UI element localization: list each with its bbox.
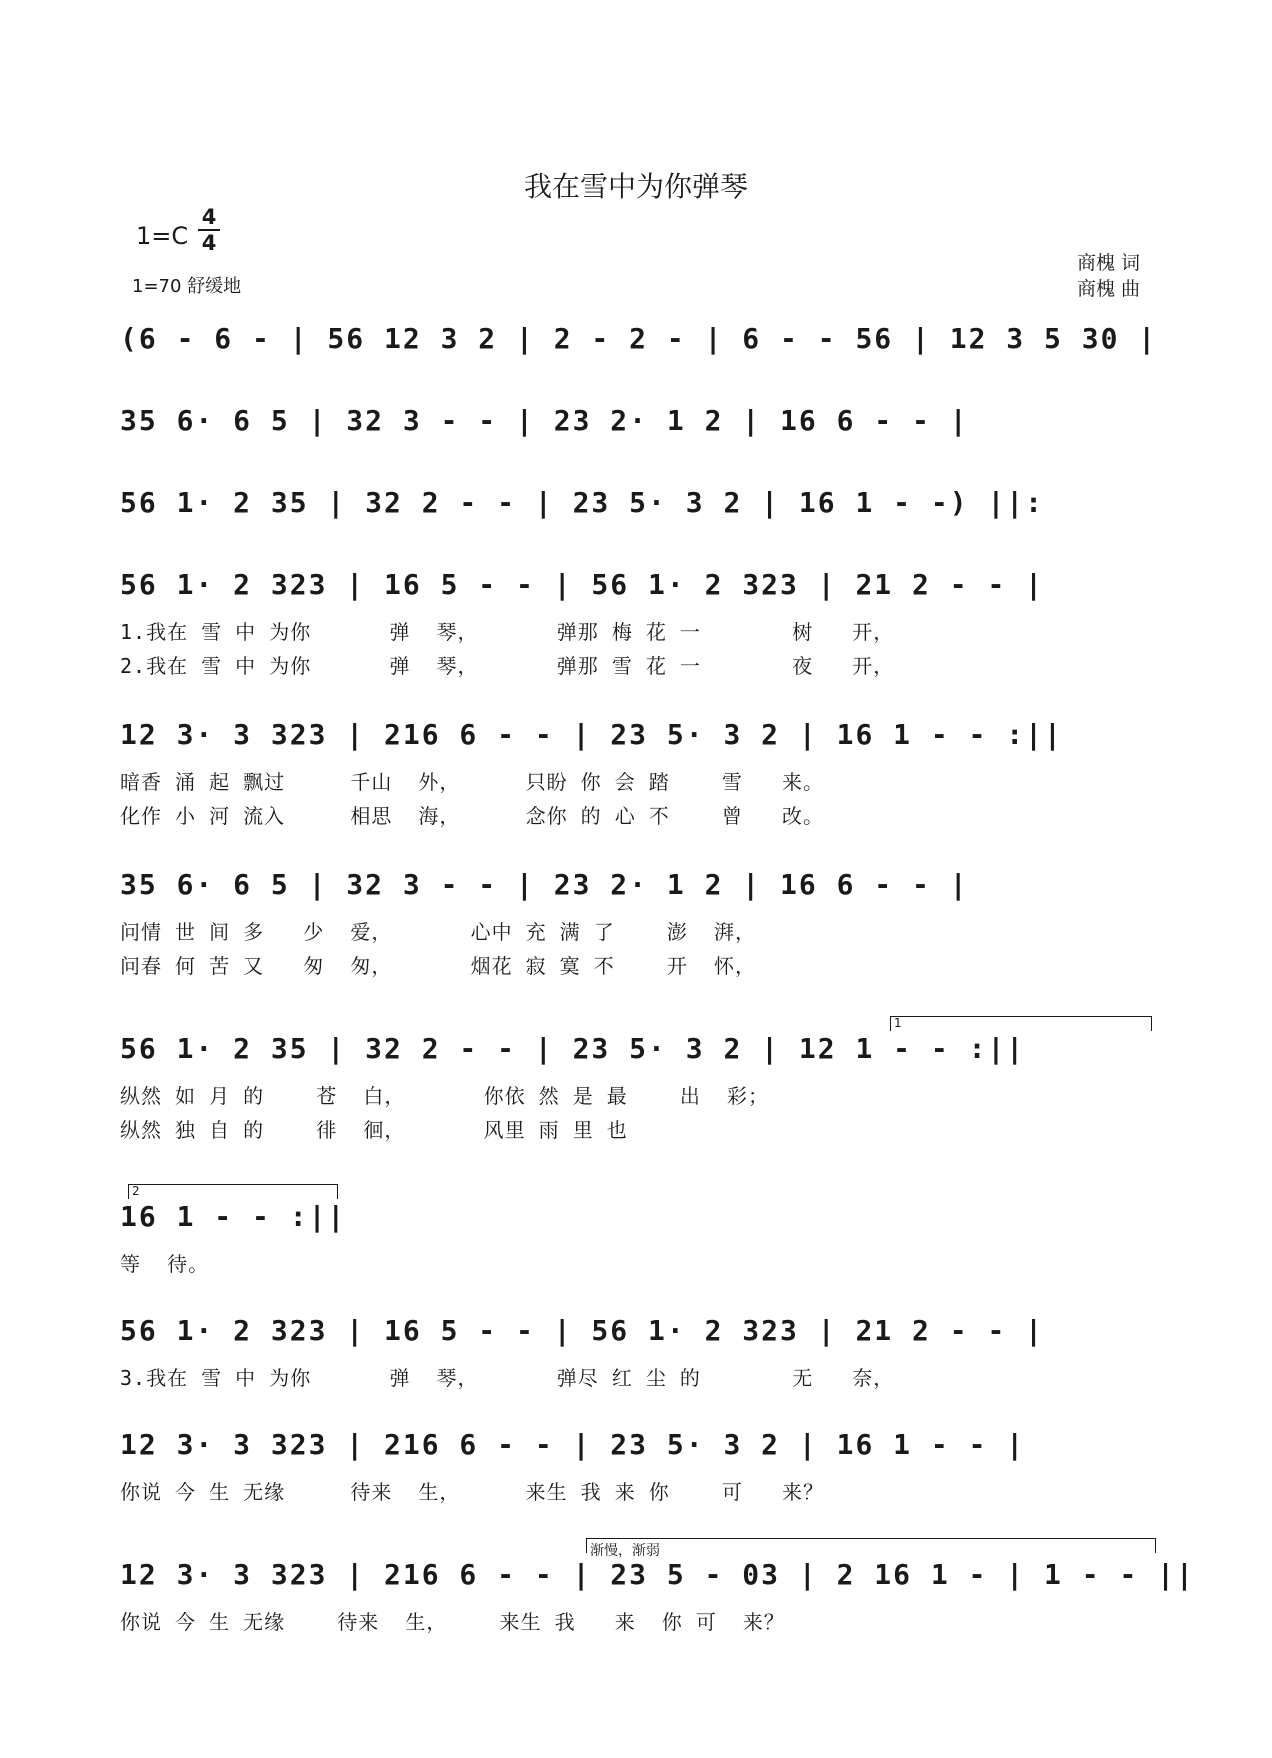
lyrics-verse-3: 3.我在 雪 中 为你 弹 琴， 弹尽 红 尘 的 无 奈， (120, 1366, 895, 1390)
lyrics-verse-1: 纵然 如 月 的 苍 白， 你依 然 是 最 出 彩； (120, 1084, 769, 1108)
lyrics-verse-1: 暗香 涌 起 飘过 千山 外， 只盼 你 会 踏 雪 来。 (120, 770, 825, 794)
time-signature (198, 206, 220, 254)
dynamics-marking: 渐慢，渐弱 (590, 1543, 660, 1559)
lyrics-verse-1: 问情 世 间 多 少 爱， 心中 充 满 了 澎 湃， (120, 920, 756, 944)
page-title: 我在雪中为你弹琴 (523, 170, 748, 203)
time-signature-bottom: 4 (201, 231, 217, 255)
key-signature: 1=C (136, 222, 189, 250)
time-signature-top: 4 (201, 205, 217, 229)
volta-number: 1 (894, 1016, 902, 1030)
lyricist-credit: 商槐 词 (1076, 252, 1140, 274)
system-notes: 35 6· 6 5 | 32 3 - - | 23 2· 1 2 | 16 6 - - | (120, 404, 969, 437)
score-system-4 (120, 568, 1160, 728)
lyrics-verse-2: 问春 何 苦 又 匆 匆， 烟花 寂 寞 不 开 怀， (120, 954, 756, 978)
system-notes: 56 1· 2 323 | 16 5 - - | 56 1· 2 323 | 21 2 - - | (120, 1314, 1045, 1347)
system-notes: 12 3· 3 323 | 216 6 - - | 23 5 - 03 | 2 16 1 - | 1 - - || (120, 1558, 1195, 1591)
volta-number: 2 (132, 1184, 140, 1198)
lyrics-verse-2: 2.我在 雪 中 为你 弹 琴， 弹那 雪 花 一 夜 开， (120, 654, 895, 678)
volta-bracket-2 (128, 1184, 338, 1199)
system-notes: 56 1· 2 35 | 32 2 - - | 23 5· 3 2 | 12 1 - - :|| (120, 1032, 1026, 1065)
tempo-marking: 1=70 舒缓地 (132, 276, 242, 297)
score-system-6 (120, 868, 1160, 1028)
lyrics-line: 等 待。 (120, 1252, 210, 1276)
lyrics-verse-2: 纵然 独 自 的 徘 徊， 风里 雨 里 也 (120, 1118, 628, 1142)
system-notes: 12 3· 3 323 | 216 6 - - | 23 5· 3 2 | 16 1 - - | (120, 1428, 1026, 1461)
score-system-5 (120, 718, 1160, 878)
lyrics-verse-2: 化作 小 河 流入 相思 海， 念你 的 心 不 曾 改。 (120, 804, 825, 828)
dynamics-bracket (586, 1538, 1156, 1553)
system-notes: (6 - 6 - | 56 12 3 2 | 2 - 2 - | 6 - - 56 | 12 3 5 30 | (120, 322, 1158, 355)
score-system-11 (120, 1543, 1195, 1718)
lyrics-line: 你说 今 生 无缘 待来 生， 来生 我 来 你 可 来？ (120, 1480, 825, 1504)
composer-credit: 商槐 曲 (1076, 278, 1140, 300)
lyrics-line: 你说 今 生 无缘 待来 生， 来生 我 来 你 可 来？ (120, 1610, 785, 1634)
system-notes: 56 1· 2 323 | 16 5 - - | 56 1· 2 323 | 21 2 - - | (120, 568, 1045, 601)
system-notes: 12 3· 3 323 | 216 6 - - | 23 5· 3 2 | 16 1 - - :|| (120, 718, 1063, 751)
lyrics-verse-1: 1.我在 雪 中 为你 弹 琴， 弹那 梅 花 一 树 开， (120, 620, 895, 644)
volta-bracket-1 (890, 1016, 1152, 1031)
score-system-7 (120, 1016, 1160, 1192)
system-notes: 56 1· 2 35 | 32 2 - - | 23 5· 3 2 | 16 1 - -) ||: (120, 486, 1045, 519)
system-notes: 16 1 - - :|| (120, 1200, 347, 1233)
system-notes: 35 6· 6 5 | 32 3 - - | 23 2· 1 2 | 16 6 - - | (120, 868, 969, 901)
